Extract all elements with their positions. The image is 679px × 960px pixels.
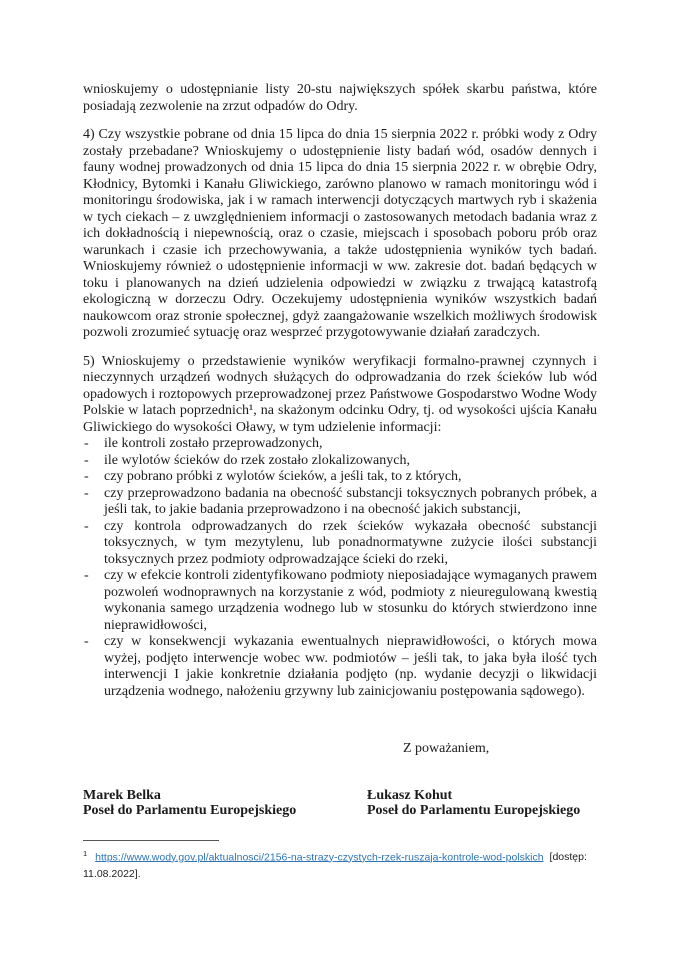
footnote-marker: 1 xyxy=(83,848,88,858)
paragraph-intro-continuation: wnioskujemy o udostępnianie listy 20-stu największych spółek skarbu państwa, które posiadają zezwolenie na zrzut odpadów do Odry. xyxy=(83,82,597,114)
bullet-item xyxy=(83,634,597,700)
bullet-dash: - xyxy=(84,485,89,501)
bullet-item xyxy=(83,519,597,569)
paragraph-point-5: 5) Wnioskujemy o przedstawienie wyników weryfikacji formalno-prawnej czynnych i nieczynnych urządzeń wodnych służących do odprowadzania do rzek ścieków lub wód opadowych i roztopowych przeprowadzonej przez Państwowe Gospodarstwo Wodne Wody Polskie w latach poprzednich¹, na skażonym odcinku Odry, tj. od wysokości ujścia Kanału Gliwickiego do wysokości Oławy, w tym udzielenie informacji: xyxy=(83,353,597,435)
bullet-text: czy w konsekwencji wykazania ewentualnych nieprawidłowości, o których mowa wyżej, podjęto interwencje wobec ww. podmiotów – jeśli tak, to jaka była ilość tych interwencji I jakie konkretnie działania podjęto (np. wydanie decyzji o likwidacji urządzenia wodnego, nałożeniu grzywny lub zainicjowaniu postępowania sądowego). xyxy=(104,634,597,699)
footnote-separator xyxy=(83,840,219,841)
signature-title: Poseł do Parlamentu Europejskiego xyxy=(83,803,297,818)
bullet-text: ile kontroli zostało przeprowadzonych, xyxy=(104,436,323,451)
bullet-item xyxy=(83,469,597,486)
signature-title: Poseł do Parlamentu Europejskiego xyxy=(367,803,581,818)
bullet-item xyxy=(83,436,597,453)
signature-lukasz-kohut xyxy=(367,788,580,819)
bullet-item xyxy=(83,486,597,519)
footnote-link[interactable]: https://www.wody.gov.pl/aktualnosci/2156-na-strazy-czystych-rzek-ruszaja-kontrole-wod-polskich xyxy=(95,851,544,863)
signature-row xyxy=(83,788,597,819)
bullet-dash: - xyxy=(84,518,89,534)
bullet-item xyxy=(83,568,597,634)
closing-salutation: Z poważaniem, xyxy=(403,741,490,756)
bullet-list xyxy=(83,436,597,700)
bullet-text: czy kontrola odprowadzanych do rzek ścieków wykazała obecność substancji toksycznych, w tym mezytylenu, lub ponadnormatywne zużycie ilości substancji toksycznych przez podmioty odprowadzające ścieki do rzeki, xyxy=(104,518,597,567)
signature-name: Łukasz Kohut xyxy=(367,787,453,803)
bullet-dash: - xyxy=(84,634,89,649)
bullet-dash: - xyxy=(84,436,89,451)
bullet-item xyxy=(83,453,597,470)
bullet-text: czy przeprowadzono badania na obecność substancji toksycznych pobranych próbek, a jeśli tak, to jakie badania przeprowadzono i na obecność jakich substancji, xyxy=(104,485,597,517)
bullet-text: czy w efekcie kontroli zidentyfikowano podmioty nieposiadające wymaganych prawem pozwoleń wodnoprawnych na korzystanie z wód, podmioty z nieuregulowaną kwestią wykonania samego urządzenia wodnego lub w stosunku do których stwierdzono inne nieprawidłowości, xyxy=(104,568,597,633)
paragraph-point-4: 4) Czy wszystkie pobrane od dnia 15 lipca do dnia 15 sierpnia 2022 r. próbki wody z Odry zostały przebadane? Wnioskujemy o udostępnienie listy badań wód, osadów dennych i fauny wodnej prowadzonych od dnia 15 lipca do dnia 15 sierpnia 2022 r. w obrębie Odry, Kłodnicy, Bytomki i Kanału Gliwickiego, zarówno planowo w ramach monitoringu wód i monitoringu środowiska, jak i w ramach interwencji dotyczących martwych ryb i skażenia w tych ciekach – z uwzględnieniem informacji o zastosowanych metodach badania wraz z ich dokładnością i niepewnością, oraz o czasie, miejscach i sposobach poboru prób oraz warunkach i czasie ich przechowywania, a także udostępnienia wyników tych badań. Wnioskujemy również o udostępnienie informacji w ww. zakresie dot. badań będących w toku i planowanych na dzień udzielenia odpowiedzi w związku z trwającą katastrofą ekologiczną w dorzeczu Odry. Oczekujemy udostępnienia wyników wszystkich badań naukowcom oraz stronie społecznej, gdyż zaangażowanie wszelkich możliwych środowisk pozwoli zrozumieć sytuację oraz wesprzeć przygotowywanie działań zaradczych. xyxy=(83,127,597,340)
bullet-dash: - xyxy=(84,469,89,484)
bullet-dash: - xyxy=(84,452,89,468)
bullet-dash: - xyxy=(84,568,89,583)
footnote xyxy=(83,846,597,883)
signature-name: Marek Belka xyxy=(83,787,161,803)
signature-marek-belka xyxy=(83,788,367,819)
footnote-access-date: [dostęp: 11.08.2022]. xyxy=(83,851,587,880)
bullet-text: czy pobrano próbki z wylotów ścieków, a jeśli tak, to z których, xyxy=(104,469,462,484)
bullet-text: ile wylotów ścieków do rzek zostało zlokalizowanych, xyxy=(104,452,410,468)
letter-body xyxy=(83,82,597,882)
